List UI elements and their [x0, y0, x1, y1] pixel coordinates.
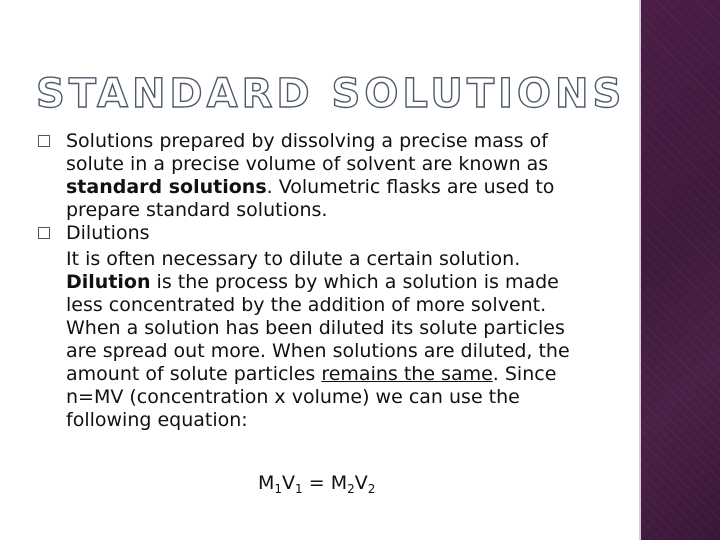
eq-sub: 1	[274, 482, 283, 496]
eq-m1: M	[258, 472, 275, 494]
eq-sub: 2	[347, 482, 355, 496]
bullet-text-part: . Volumetric flasks are used to prepare standard solutions.	[66, 176, 555, 221]
bullet-dilutions	[38, 222, 598, 245]
bullet-label-dilutions: Dilutions	[66, 222, 150, 244]
dilution-term: Dilution	[66, 271, 151, 293]
dilution-text: is the process by which a solution is made less concentrated by the addition of more solvent. When a solution has been diluted its solute particles are spread out more. When solutions are diluted, the amount of solute particles	[66, 271, 570, 385]
checkbox-bullet-icon	[38, 227, 50, 239]
eq-v2: V	[354, 472, 368, 494]
dilution-paragraph	[38, 248, 598, 432]
slide-body	[38, 130, 598, 432]
dilution-text: It is often necessary to dilute a certain solution.	[66, 248, 521, 270]
checkbox-bullet-icon	[38, 135, 50, 147]
bullet-text-part: Solutions prepared by dissolving a precise mass of solute in a precise volume of solvent are known as	[66, 130, 549, 175]
dilution-text: . Since n=MV (concentration x volume) we can use the following equation:	[66, 363, 557, 431]
dilution-equation	[258, 472, 375, 496]
eq-equals: =	[302, 472, 331, 494]
eq-sub: 2	[367, 482, 376, 496]
decorative-side-band	[641, 0, 720, 540]
eq-v1: V	[282, 472, 296, 494]
slide-title: STANDARD SOLUTIONS	[36, 71, 626, 117]
bullet-standard-solutions	[38, 130, 598, 222]
underlined-phrase: remains the same	[321, 363, 493, 385]
bullet-term-standard-solutions: standard solutions	[66, 176, 267, 198]
eq-m2: M	[330, 472, 348, 494]
eq-sub: 1	[295, 482, 303, 496]
